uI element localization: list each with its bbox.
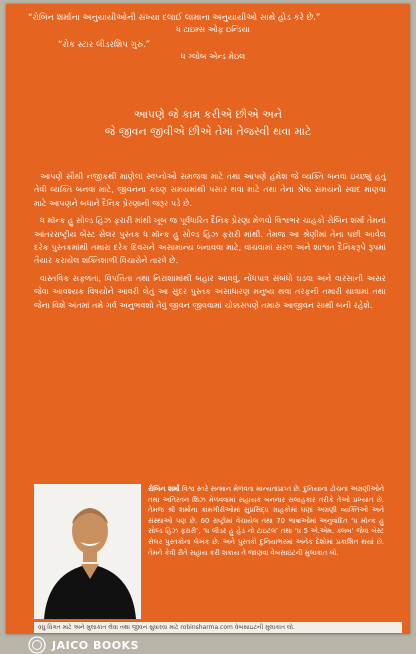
endorsement-quotes [28, 12, 398, 66]
tagline-line-1: આપણે જે કામ કરીએ છીએ અને [133, 108, 283, 121]
book-back-cover [6, 4, 410, 652]
author-photo [34, 484, 141, 619]
jaico-logo-icon [28, 636, 46, 654]
author-name: રોબિન શર્મા [148, 485, 180, 493]
description-paragraph-2: ધ મૉન્ક હુ સોલ્ડ હિઝ ફરારી માંથી ખૂબ જ પૂર્વધારિત દૈનિક પ્રેરણા મેળવો વિશ્વભર ચાહકો રોબિન શર્મા તેમનાં આંતરરાષ્ટ્રીય બેસ્ટ સેલર પુસ્તક ધ મૉન્ક હુ સોલ્ડ હિઝ ફરારી માંથી. તેમજ આ શ્રેણીમાં તેના પછી આવેલ દરેક પુસ્તકમાંથી તમારા દરેક દિવસને અસામાન્ય બનાવવા માટે, વાંચવામાં સરળ અને શાશ્વત દૈનિકરૂપે રૂપમાં તૈયાર કરાયેલ શક્તિશાળી વિચારોને તારવે છે. [34, 215, 386, 266]
website-line: વધુ વિગત માટે અને મુલાકાત લેવા તથા જીવન સુધારવા માટે robinsharma.com વેબસાઇટની મુલાકાત લો. [34, 622, 402, 633]
author-bio [148, 484, 384, 558]
tagline-line-2: જે જીવન જીવીએ છીએ તેમાં તેજસ્વી થવા માટે [104, 125, 312, 138]
description-paragraph-1: આપણે સૌથી નજીકથી માણેલાં સ્વપ્નોઓ સમજવા માટે તથા આપણે હંમેશ જે વ્યક્તિ બનવા ઇચ્છ્યું હતું તેવી વ્યક્તિ બનવા માટે, જીવનના કઠણ સમયમાંથી પસાર થવા માટે તથા તેના શ્રેષ્ઠ સમયનો સ્વાદ માણવા માટે આપણને બધાને દૈનિક પ્રેરણાની જરૂર પડે છે. [34, 171, 386, 208]
author-portrait-image [34, 484, 141, 619]
quote-2-source: ધ ગ્લોબ એન્ડ મેઇલ [180, 52, 246, 61]
quote-2-text: “રોક સ્ટાર લીડરશિપ ગુરુ.” [58, 40, 151, 50]
description-paragraph-3: વાસ્તવિક સફળતા, વિપત્તિતા તથા નિરાશામાંથી બહાર આવવું, નોંધપાત્ર સંબંધો ઘડવા અને વારસાની અસર જેવા આવશ્યક વિષયોને આવરી લેતું આ સુંદર પુસ્તક અસાધારણ મનુષ્ય થવા તરફની તમારી યાત્રામાં તથા જેના વિશે અંતમાં તમે ગર્વ અનુભવશો તેવું જીવન જીવવામાં ચોક્કસપણે તમારું આજીવન સાથી બની રહેશે. [34, 272, 386, 310]
quote-1-source: ધ ટાઇમ્સ ઓફ ઇન્ડિયા [176, 25, 250, 34]
tagline [6, 106, 410, 140]
author-bio-text: વિશ્વ સ્તરે સન્માન મેળવતા માન્યતાપ્રાપ્ત છે. દુનિયાના ટોચના અગ્રણીઓને તથા અતિરતન શિઝ મેળવવામાં સહાયક બનનાર સલાહકાર તરીકે તેઓ પ્રખ્યાત છે. તેમજ શ્રી શર્માના કામગીરીઓમાં સુપ્રસિદ્ધ ગ્રાહકોમાં ઘણાં અગ્રણી વ્યક્તિઓ અને સંસ્થાઓ પણ છે. 60 રાષ્ટ્રોમાં વેચાયેલ તથા 70 ભાષાઓમાં અનુવાદિત ‘ધ મૉન્ક હુ સોલ્ડ હિઝ ફરારી’, ‘ધ લીડર હુ હેડ નો ટાઇટલ’ તથા ‘ધ 5 એ.એમ. ક્લબ’ જેવા બેસ્ટ સેલર પુસ્તકોના લેખક છે. અને પુસ્તકો દુનિયાભરમાં અનેક દેશોમાં પ્રકાશિત થયાં છે. તેમને કેવી રીતે સહાય કરી શકાય તે જાણવા વેબસાઇટની મુલાકાત લો. [148, 485, 384, 557]
publisher-block [28, 636, 139, 654]
quote-1-text: “રોબિન શર્માના અનુયાયીઓની સંખ્યા દલાઈ લામાના અનુયાયીઓ સાથે હોડ કરે છે.” [28, 13, 321, 23]
publisher-name: JAICO BOOKS [52, 638, 139, 652]
book-description [34, 170, 386, 316]
